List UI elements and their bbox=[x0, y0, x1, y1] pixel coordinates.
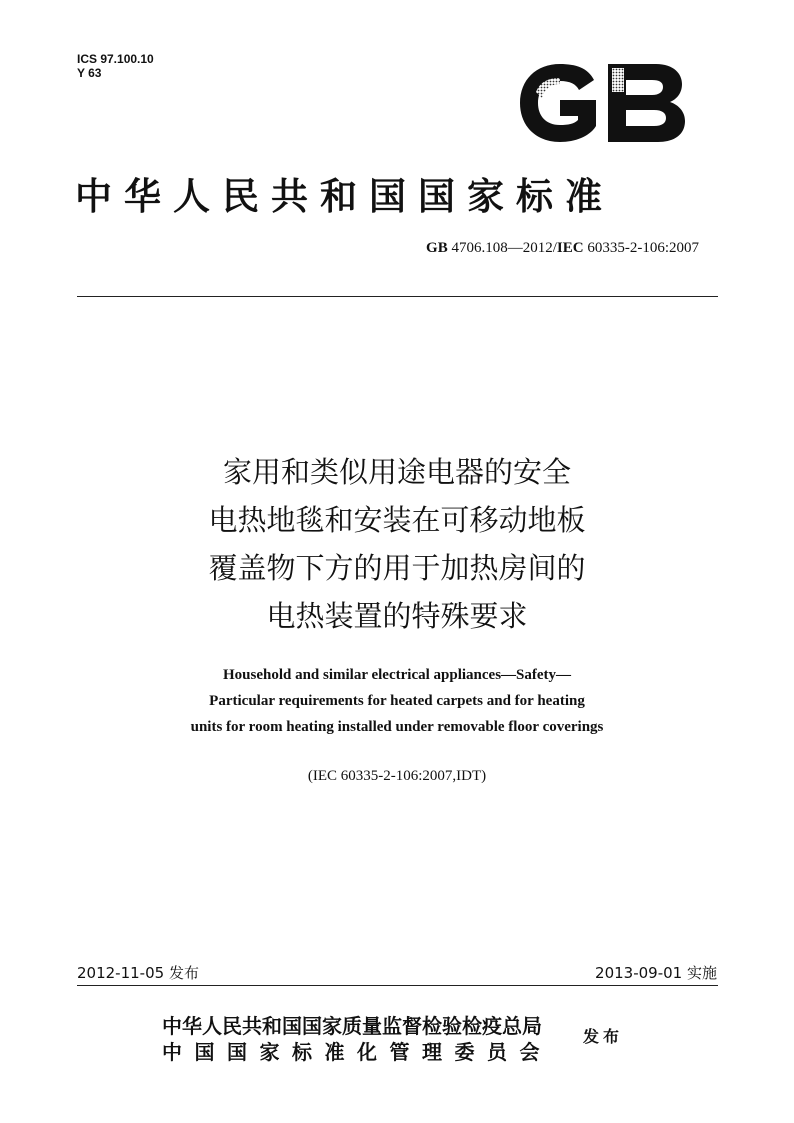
gb-logo-text: GB bbox=[516, 62, 518, 63]
standard-title: 中华人民共和国国家标准 bbox=[75, 174, 614, 218]
issuer-aqsiq: 中华人民共和国国家质量监督检验检疫总局 bbox=[162, 1014, 542, 1038]
publish-label: 发布 bbox=[583, 1027, 624, 1046]
chinese-title-line: 电热地毯和安装在可移动地板 bbox=[208, 503, 586, 537]
chinese-title-line: 家用和类似用途电器的安全 bbox=[222, 455, 571, 489]
english-title-line: Household and similar electrical appliances—Safety— bbox=[222, 667, 572, 683]
gb-logo bbox=[516, 62, 688, 144]
standard-code: 4706.108—2012/ bbox=[451, 240, 557, 256]
issuer-sac: 中国国家标准化管理委员会 bbox=[162, 1040, 552, 1064]
english-title bbox=[0, 662, 794, 740]
ics-code: ICS 97.100.10 bbox=[77, 52, 154, 66]
category-code: Y 63 bbox=[77, 66, 102, 80]
idt-note: (IEC 60335-2-106:2007,IDT) bbox=[307, 768, 487, 784]
bottom-divider bbox=[77, 985, 718, 986]
chinese-title-line: 覆盖物下方的用于加热房间的 bbox=[208, 551, 586, 585]
standard-number bbox=[426, 240, 699, 257]
iec-prefix: IEC bbox=[556, 240, 584, 256]
chinese-title-line: 电热装置的特殊要求 bbox=[266, 599, 528, 633]
english-title-line: Particular requirements for heated carpets and for heating bbox=[209, 693, 585, 709]
iec-code: 60335-2-106:2007 bbox=[587, 240, 699, 256]
chinese-title bbox=[0, 448, 794, 640]
ics-classification bbox=[77, 52, 154, 80]
implementation-date: 2013-09-01 实施 bbox=[595, 964, 717, 982]
english-title-line: units for room heating installed under removable floor coverings bbox=[190, 719, 604, 735]
issue-date: 2012-11-05 发布 bbox=[77, 964, 199, 982]
top-divider bbox=[77, 296, 718, 297]
standard-prefix: GB bbox=[426, 240, 448, 256]
